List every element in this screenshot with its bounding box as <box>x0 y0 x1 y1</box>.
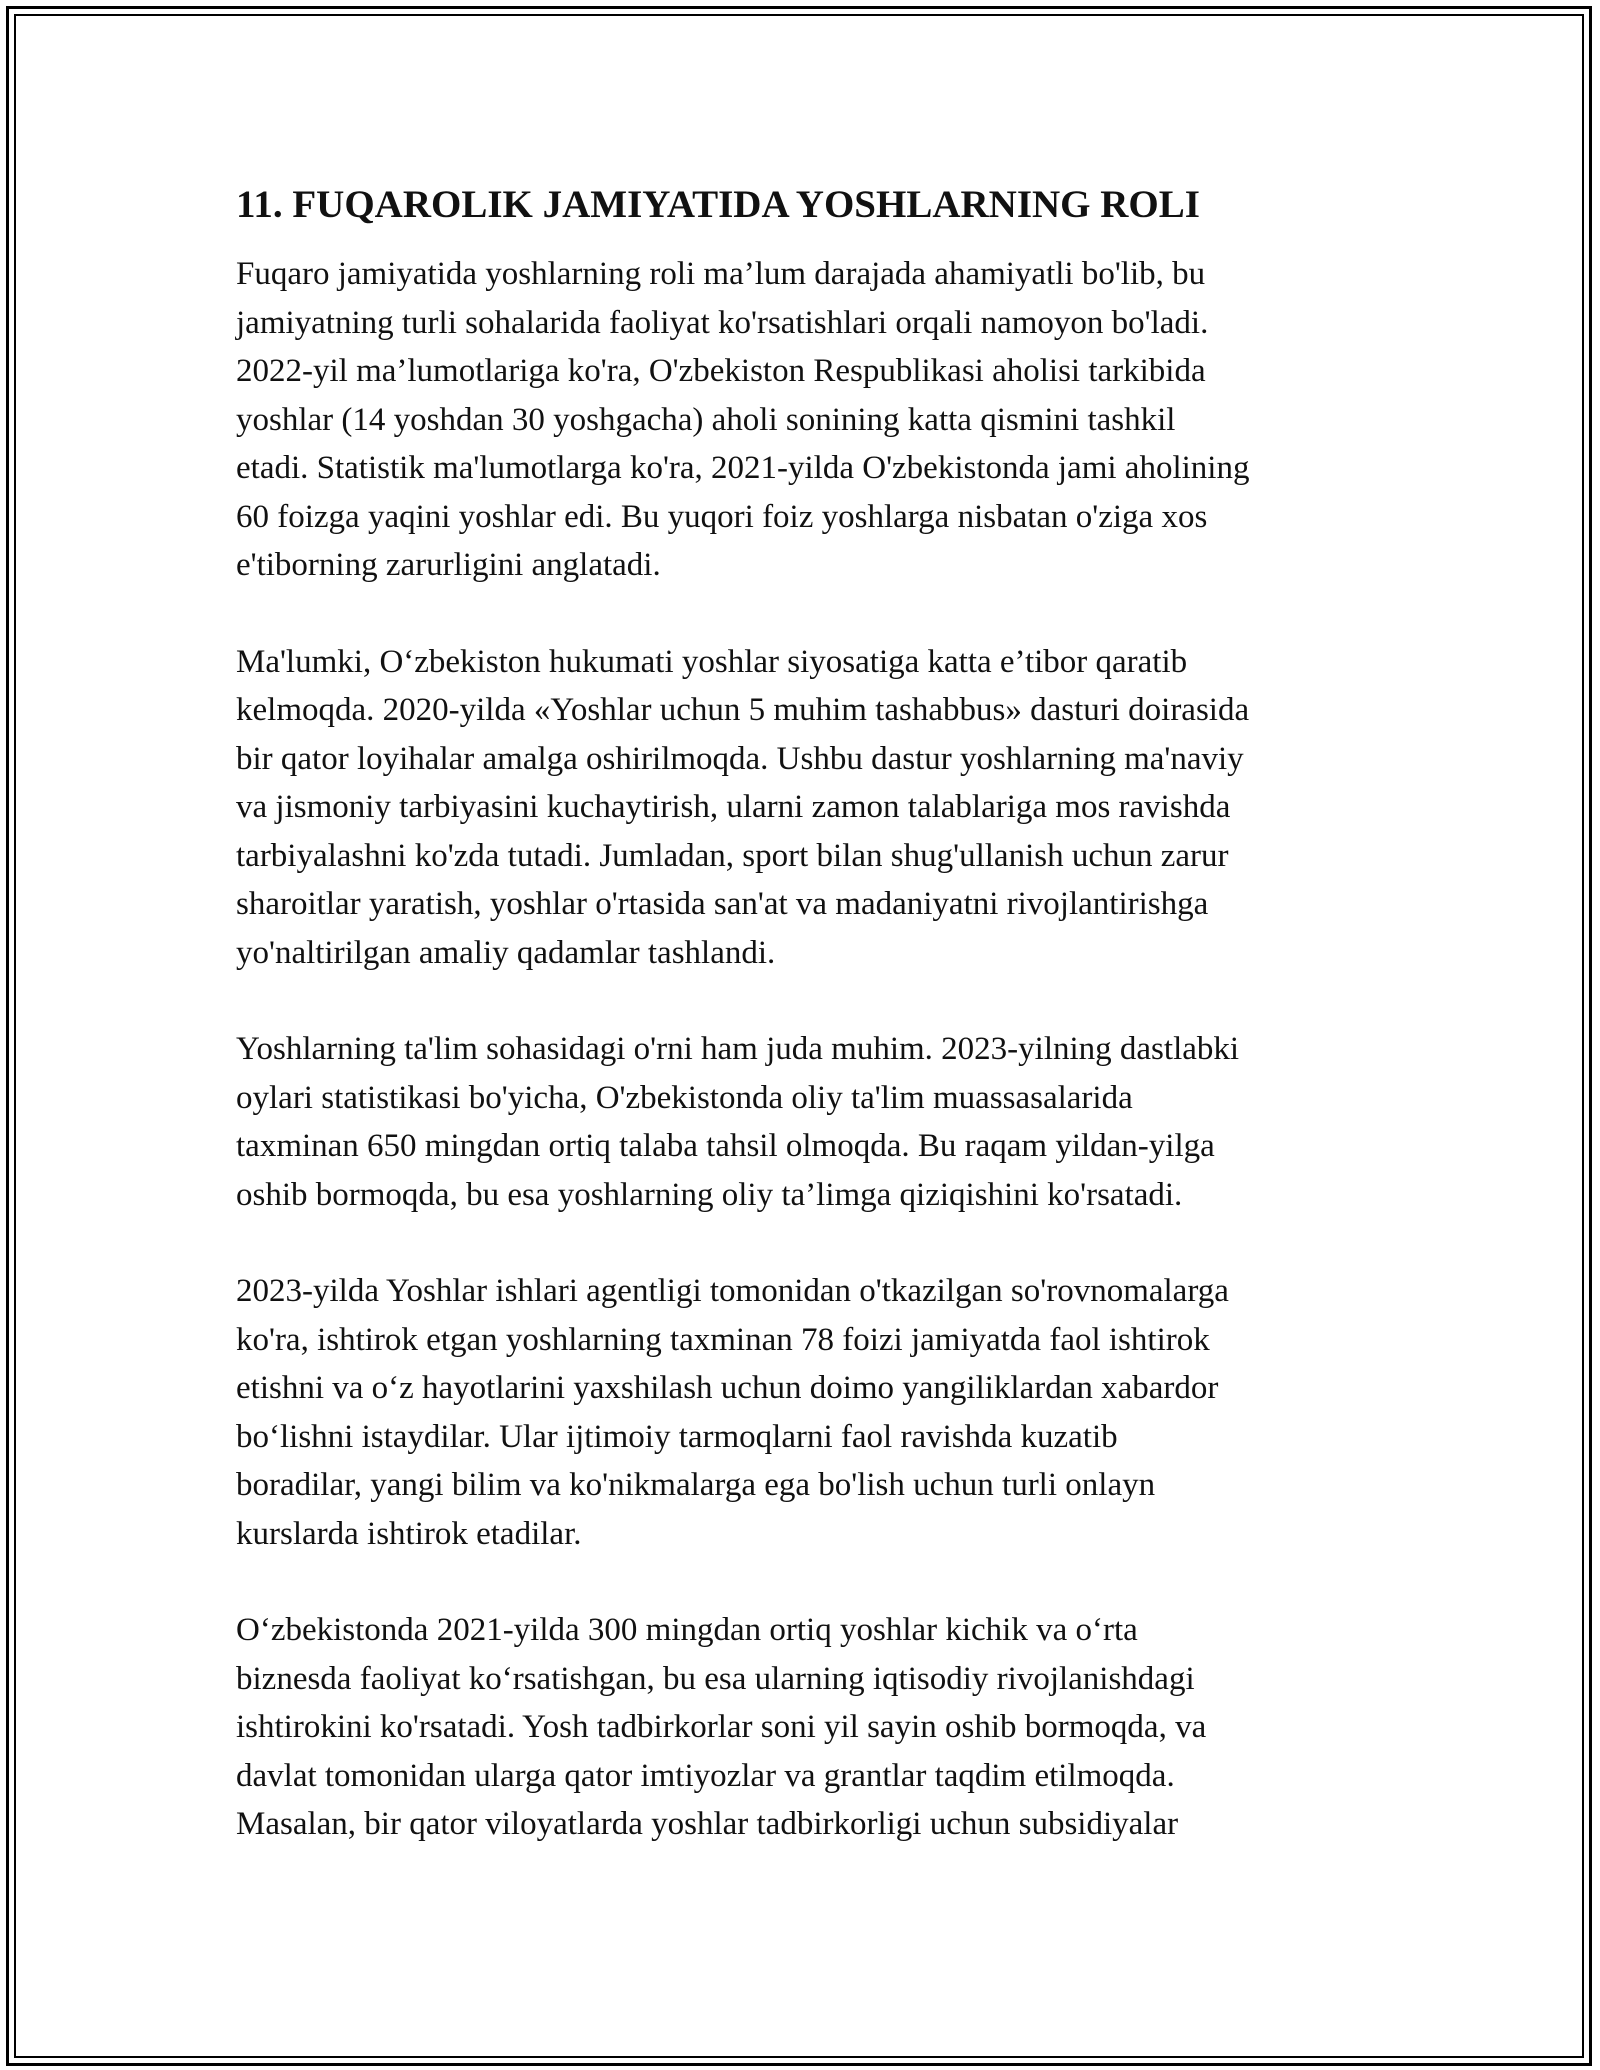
text-line: yoshlar (14 yoshdan 30 yoshgacha) aholi sonining katta qismini tashkil <box>236 401 1176 438</box>
paragraph <box>236 1606 1376 1849</box>
text-line: oylari statistikasi bo'yicha, O'zbekistonda oliy ta'lim muassasalarida <box>236 1079 1133 1116</box>
text-line: kurslarda ishtirok etadilar. <box>236 1515 582 1552</box>
paragraph <box>236 250 1376 590</box>
text-line: 2022-yil ma’lumotlariga ko'ra, O'zbekiston Respublikasi aholisi tarkibida <box>236 353 1206 389</box>
text-line: tarbiyalashni ko'zda tutadi. Jumladan, sport bilan shug'ullanish uchun zarur <box>236 837 1229 874</box>
text-line: ishtirokini ko'rsatadi. Yosh tadbirkorlar soni yil sayin oshib bormoqda, va <box>236 1709 1207 1745</box>
text-line: davlat tomonidan ularga qator imtiyozlar va grantlar taqdim etilmoqda. <box>236 1757 1175 1794</box>
text-line: 60 foizga yaqini yoshlar edi. Bu yuqori foiz yoshlarga nisbatan o'ziga xos <box>236 498 1208 535</box>
paragraphs-container <box>236 250 1376 1849</box>
text-line: kelmoqda. 2020-yilda «Yoshlar uchun 5 muhim tashabbus» dasturi doirasida <box>236 692 1250 728</box>
text-line: va jismoniy tarbiyasini kuchaytirish, ularni zamon talablariga mos ravishda <box>236 789 1231 825</box>
text-line: e'tiborning zarurligini anglatadi. <box>236 547 661 583</box>
text-line: bo‘lishni istaydilar. Ular ijtimoiy tarmoqlarni faol ravishda kuzatib <box>236 1418 1118 1455</box>
text-line: ko'ra, ishtirok etgan yoshlarning taxminan 78 foizi jamiyatda faol ishtirok <box>236 1321 1210 1358</box>
paragraph <box>236 1025 1376 1219</box>
text-line: Masalan, bir qator viloyatlarda yoshlar tadbirkorligi uchun subsidiyalar <box>236 1806 1179 1842</box>
text-line: etadi. Statistik ma'lumotlarga ko'ra, 2021-yilda O'zbekistonda jami aholining <box>236 450 1250 486</box>
text-line: jamiyatning turli sohalarida faoliyat ko'rsatishlari orqali namoyon bo'ladi. <box>236 304 1209 341</box>
text-line: etishni va o‘z hayotlarini yaxshilash uchun doimo yangiliklardan xabardor <box>236 1370 1219 1406</box>
text-line: bir qator loyihalar amalga oshirilmoqda. Ushbu dastur yoshlarning ma'naviy <box>236 740 1244 777</box>
document-body <box>236 182 1376 1897</box>
section-title: 11. FUQAROLIK JAMIYATIDA YOSHLARNING ROLI <box>236 183 1200 226</box>
text-line: 2023-yilda Yoshlar ishlari agentligi tomonidan o'tkazilgan so'rovnomalarga <box>236 1273 1229 1309</box>
text-line: Ma'lumki, O‘zbekiston hukumati yoshlar siyosatiga katta e’tibor qaratib <box>236 643 1188 680</box>
text-line: biznesda faoliyat ko‘rsatishgan, bu esa ularning iqtisodiy rivojlanishdagi <box>236 1660 1195 1697</box>
paragraph <box>236 638 1376 978</box>
text-line: O‘zbekistonda 2021-yilda 300 mingdan ortiq yoshlar kichik va o‘rta <box>236 1612 1138 1648</box>
text-line: Fuqaro jamiyatida yoshlarning roli ma’lum darajada ahamiyatli bo'lib, bu <box>236 256 1206 292</box>
text-line: oshib bormoqda, bu esa yoshlarning oliy ta’limga qiziqishini ko'rsatadi. <box>236 1176 1183 1213</box>
text-line: yo'naltirilgan amaliy qadamlar tashlandi. <box>236 934 776 971</box>
text-line: sharoitlar yaratish, yoshlar o'rtasida san'at va madaniyatni rivojlantirishga <box>236 886 1209 922</box>
paragraph <box>236 1267 1376 1558</box>
text-line: taxminan 650 mingdan ortiq talaba tahsil olmoqda. Bu raqam yildan-yilga <box>236 1128 1215 1164</box>
text-line: Yoshlarning ta'lim sohasidagi o'rni ham juda muhim. 2023-yilning dastlabki <box>236 1031 1240 1067</box>
text-line: boradilar, yangi bilim va ko'nikmalarga ega bo'lish uchun turli onlayn <box>236 1467 1156 1503</box>
